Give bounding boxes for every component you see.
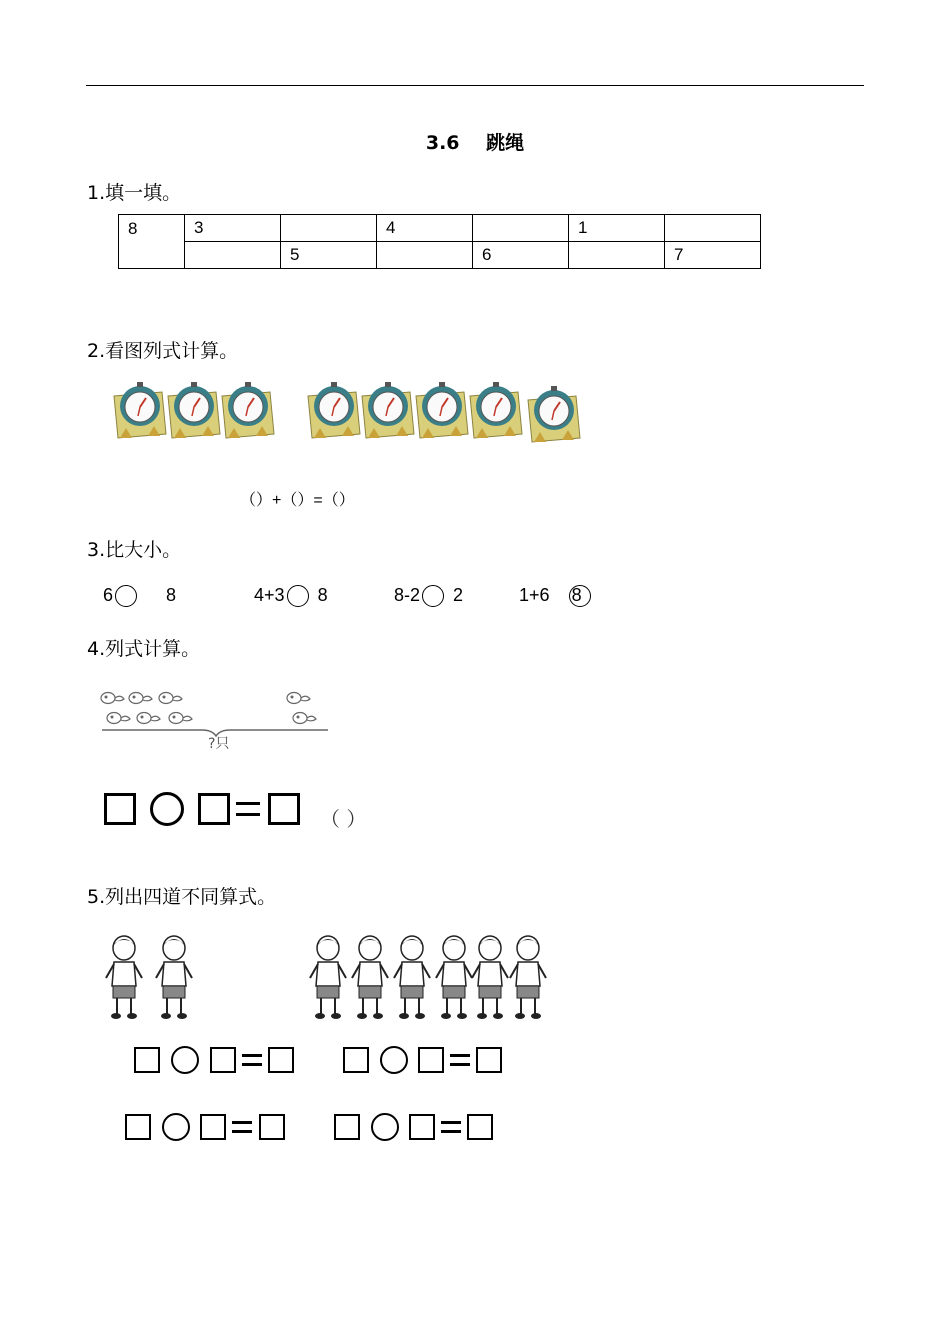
compare-right: 8 xyxy=(571,585,582,605)
q2-label: 2.看图列式计算。 xyxy=(87,340,239,362)
table-cell: 1 xyxy=(569,215,665,242)
table-cell[interactable] xyxy=(377,242,473,269)
answer-box[interactable] xyxy=(418,1047,444,1073)
compare-left: 1+6 xyxy=(519,585,550,605)
table-cell[interactable] xyxy=(473,215,569,242)
alarm-clock-icon xyxy=(528,386,580,442)
table-cell: 8 xyxy=(119,215,185,269)
lesson-name: 跳绳 xyxy=(486,132,525,154)
q5-label: 5.列出四道不同算式。 xyxy=(87,886,277,908)
answer-box[interactable] xyxy=(409,1114,435,1140)
answer-box[interactable] xyxy=(334,1114,360,1140)
equals-sign xyxy=(450,1054,470,1066)
number-table xyxy=(118,214,761,269)
alarm-clock-icon xyxy=(308,382,360,438)
compare-circle[interactable] xyxy=(287,585,309,607)
q2-equation: （）+（）=（） xyxy=(240,492,355,509)
page-title xyxy=(0,128,950,155)
table-cell[interactable] xyxy=(185,242,281,269)
tadpole-illustration xyxy=(96,686,336,756)
answer-box[interactable] xyxy=(210,1047,236,1073)
q4-label: 4.列式计算。 xyxy=(87,638,201,660)
compare-circle[interactable] xyxy=(115,585,137,607)
table-cell: 7 xyxy=(665,242,761,269)
compare-item xyxy=(254,585,328,607)
operator-circle[interactable] xyxy=(171,1046,199,1074)
table-cell[interactable] xyxy=(569,242,665,269)
table-cell[interactable] xyxy=(665,215,761,242)
q1-label: 1.填一填。 xyxy=(87,182,182,204)
alarm-clock-icon xyxy=(470,382,522,438)
answer-box[interactable] xyxy=(198,793,230,825)
compare-item xyxy=(103,585,176,607)
answer-box[interactable] xyxy=(268,1047,294,1073)
table-cell[interactable] xyxy=(281,215,377,242)
answer-box[interactable] xyxy=(134,1047,160,1073)
compare-left: 8-2 xyxy=(394,585,421,605)
compare-left: 6 xyxy=(103,585,114,605)
alarm-clock-icon xyxy=(114,382,166,438)
alarm-clock-icon xyxy=(168,382,220,438)
equals-sign xyxy=(441,1121,461,1133)
brace-label: ?只 xyxy=(208,736,230,752)
table-cell: 4 xyxy=(377,215,473,242)
clock-illustration xyxy=(110,372,585,444)
equals-sign xyxy=(236,802,260,816)
operator-circle[interactable] xyxy=(371,1113,399,1141)
compare-item xyxy=(394,585,463,607)
answer-box[interactable] xyxy=(200,1114,226,1140)
alarm-clock-icon xyxy=(362,382,414,438)
lesson-number: 3.6 xyxy=(425,132,460,154)
compare-right: 8 xyxy=(166,585,177,605)
compare-right: 2 xyxy=(453,585,464,605)
equals-sign xyxy=(232,1121,252,1133)
answer-box[interactable] xyxy=(343,1047,369,1073)
table-cell: 6 xyxy=(473,242,569,269)
operator-circle[interactable] xyxy=(150,792,184,826)
compare-circle[interactable] xyxy=(422,585,444,607)
header-rule xyxy=(86,85,864,86)
compare-right: 8 xyxy=(317,585,328,605)
alarm-clock-icon xyxy=(416,382,468,438)
answer-box[interactable] xyxy=(104,793,136,825)
table-cell: 3 xyxy=(185,215,281,242)
operator-circle[interactable] xyxy=(162,1113,190,1141)
compare-left: 4+3 xyxy=(254,585,285,605)
answer-box[interactable] xyxy=(476,1047,502,1073)
q3-label: 3.比大小。 xyxy=(87,539,182,561)
equals-sign xyxy=(242,1054,262,1066)
operator-circle[interactable] xyxy=(380,1046,408,1074)
unit-parenthesis[interactable]: （ ） xyxy=(320,807,367,831)
compare-item xyxy=(519,585,582,607)
table-cell: 5 xyxy=(281,242,377,269)
children-illustration xyxy=(100,930,555,1025)
answer-box[interactable] xyxy=(259,1114,285,1140)
answer-box[interactable] xyxy=(268,793,300,825)
alarm-clock-icon xyxy=(222,382,274,438)
answer-box[interactable] xyxy=(467,1114,493,1140)
answer-box[interactable] xyxy=(125,1114,151,1140)
